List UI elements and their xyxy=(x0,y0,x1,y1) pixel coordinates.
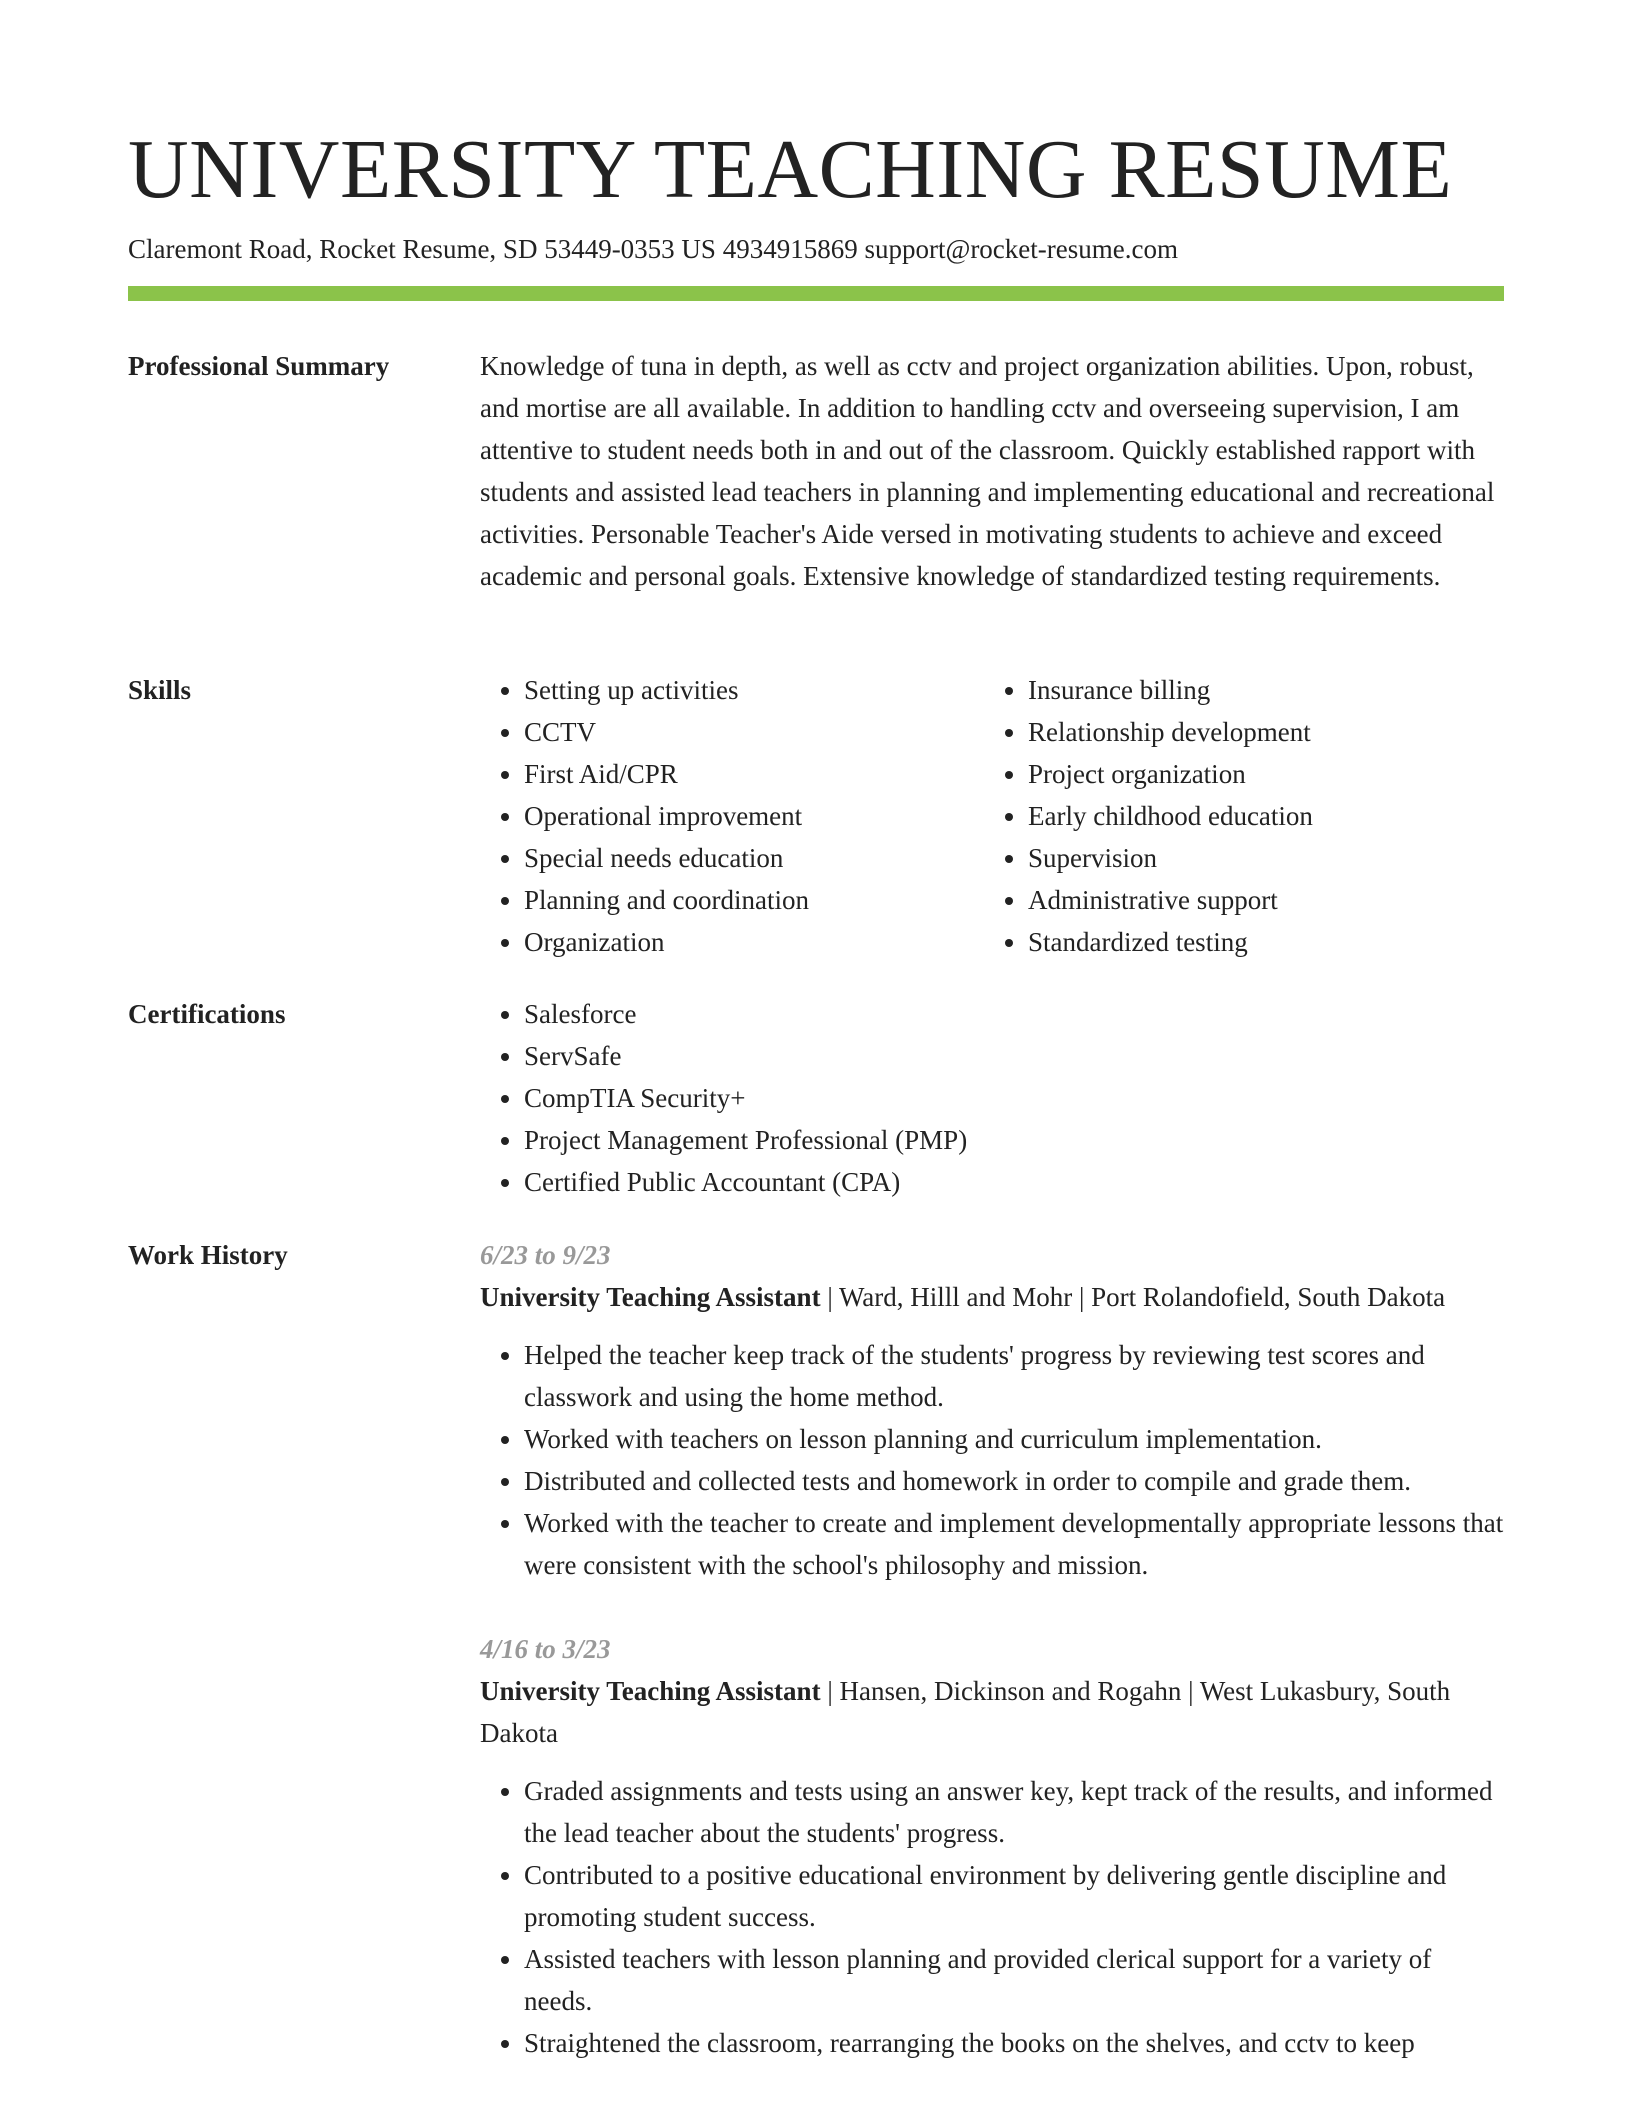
certification-item: • ServSafe xyxy=(524,1035,1504,1077)
job-heading xyxy=(480,1276,1504,1318)
skills-grid xyxy=(480,669,1504,963)
skill-item: • Planning and coordination xyxy=(524,879,984,921)
job-bullet: • Straightened the classroom, rearranging the books on the shelves, and cctv to keep xyxy=(524,2022,1504,2064)
skill-item: • CCTV xyxy=(524,711,984,753)
skill-item: • Administrative support xyxy=(1028,879,1488,921)
job-bullet: • Contributed to a positive educational environment by delivering gentle discipline and promoting student success. xyxy=(524,1854,1504,1938)
job-bullet: • Worked with the teacher to create and implement developmentally appropriate lessons that were consistent with the school's philosophy and mission. xyxy=(524,1502,1504,1586)
summary-label: Professional Summary xyxy=(128,351,390,381)
summary-body xyxy=(480,345,1504,597)
skill-item: • Operational improvement xyxy=(524,795,984,837)
skills-column-left xyxy=(480,669,984,963)
job-bullets xyxy=(480,1770,1504,2064)
job-bullet: • Assisted teachers with lesson planning and provided clerical support for a variety of needs. xyxy=(524,1938,1504,2022)
certification-item: • Salesforce xyxy=(524,993,1504,1035)
certification-item: • Certified Public Accountant (CPA) xyxy=(524,1161,1504,1203)
job-title: University Teaching Assistant xyxy=(480,1282,821,1312)
skills-label: Skills xyxy=(128,675,192,705)
header-divider xyxy=(128,286,1504,301)
work-history-body xyxy=(480,1234,1504,2106)
job-title: University Teaching Assistant xyxy=(480,1676,821,1706)
resume-title: UNIVERSITY TEACHING RESUME xyxy=(128,123,1453,216)
certification-item: • CompTIA Security+ xyxy=(524,1077,1504,1119)
skill-item: • Special needs education xyxy=(524,837,984,879)
job-date: 4/16 to 3/23 xyxy=(480,1634,611,1664)
job-bullet: • Graded assignments and tests using an answer key, kept track of the results, and informed the lead teacher about the students' progress. xyxy=(524,1770,1504,1854)
skills-column-right xyxy=(984,669,1488,963)
skill-item: • Supervision xyxy=(1028,837,1488,879)
skill-item: • Standardized testing xyxy=(1028,921,1488,963)
skills-body xyxy=(480,669,1504,963)
skill-item: • Organization xyxy=(524,921,984,963)
job-details: | Ward, Hilll and Mohr | Port Rolandofield, South Dakota xyxy=(820,1282,1446,1312)
job-entry xyxy=(480,1628,1504,2064)
job-details: | Hansen, Dickinson and Rogahn | West Lukasbury, South Dakota xyxy=(480,1676,1451,1748)
job-heading xyxy=(480,1670,1504,1754)
work-history-label: Work History xyxy=(128,1240,288,1270)
summary-text: Knowledge of tuna in depth, as well as cctv and project organization abilities. Upon, robust, and mortise are all available. In addition to handling cctv and overseeing supervision, I am attentive to student needs both in and out of the classroom. Quickly established rapport with students and assisted lead teachers in planning and implementing educational and recreational activities. Personable Teacher's Aide versed in motivating students to achieve and exceed academic and personal goals. Extensive knowledge of standardized testing requirements. xyxy=(480,351,1495,591)
job-entry xyxy=(480,1234,1504,1586)
job-bullet: • Distributed and collected tests and homework in order to compile and grade them. xyxy=(524,1460,1504,1502)
certifications-body xyxy=(480,993,1504,1203)
skill-item: • Insurance billing xyxy=(1028,669,1488,711)
skill-item: • Setting up activities xyxy=(524,669,984,711)
skill-item: • Project organization xyxy=(1028,753,1488,795)
job-bullet: • Worked with teachers on lesson planning and curriculum implementation. xyxy=(524,1418,1504,1460)
skill-item: • Early childhood education xyxy=(1028,795,1488,837)
certifications-label: Certifications xyxy=(128,999,286,1029)
job-bullet: • Helped the teacher keep track of the students' progress by reviewing test scores and classwork and using the home method. xyxy=(524,1334,1504,1418)
job-bullets xyxy=(480,1334,1504,1586)
job-date: 6/23 to 9/23 xyxy=(480,1240,611,1270)
skill-item: • First Aid/CPR xyxy=(524,753,984,795)
skill-item: • Relationship development xyxy=(1028,711,1488,753)
contact-info: Claremont Road, Rocket Resume, SD 53449-0353 US 4934915869 support@rocket-resume.com xyxy=(128,234,1178,264)
certification-item: • Project Management Professional (PMP) xyxy=(524,1119,1504,1161)
